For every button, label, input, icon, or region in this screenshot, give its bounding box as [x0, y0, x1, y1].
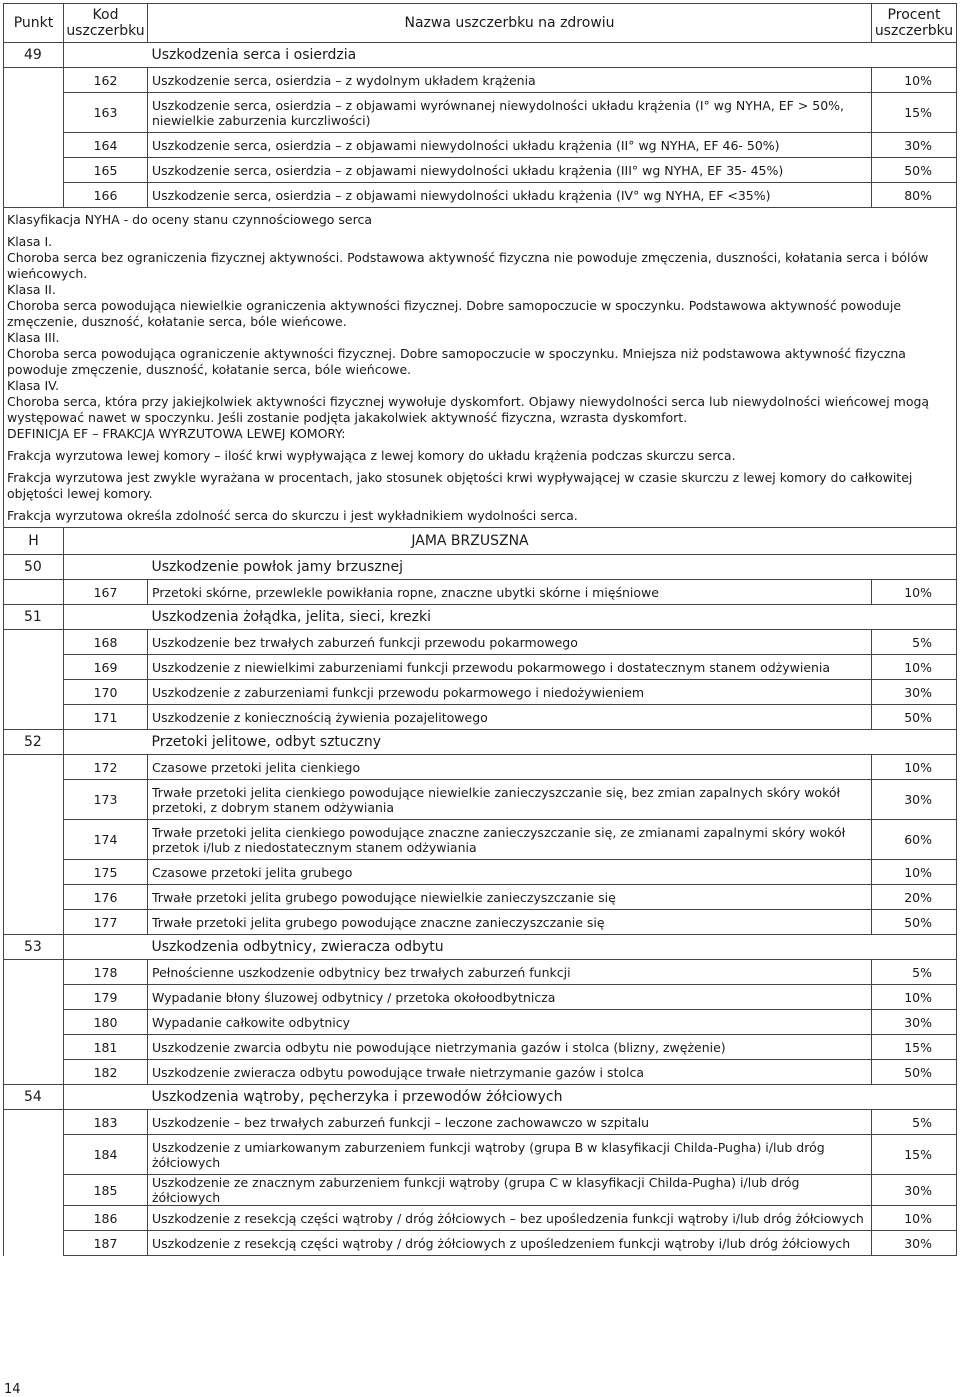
- kod-cell: 174: [64, 820, 148, 860]
- kod-cell: 163: [64, 93, 148, 133]
- injury-table: [3, 3, 957, 1256]
- klasa3-text: Choroba serca powodująca ograniczenie aktywności fizycznej. Dobre samopoczucie w spoczynku. Mniejsza niż podstawowa aktywność fizyczna powoduje zmęczenie, duszność, kołatanie serca, bóle wieńcowe.: [7, 346, 906, 377]
- procent-cell: 10%: [872, 1206, 957, 1231]
- chapter-row: [4, 528, 957, 555]
- section-title: Uszkodzenia żołądka, jelita, sieci, krezki: [148, 605, 957, 630]
- header-punkt: Punkt: [4, 4, 64, 43]
- section-header-row: [4, 555, 957, 580]
- section-title: Uszkodzenia serca i osierdzia: [148, 43, 957, 68]
- nazwa-cell: Uszkodzenie – bez trwałych zaburzeń funkcji – leczone zachowawczo w szpitalu: [148, 1110, 872, 1135]
- spacer-cell: [4, 68, 64, 93]
- chapter-title: JAMA BRZUSZNA: [64, 528, 957, 555]
- table-row: [4, 68, 957, 93]
- table-header-row: [4, 4, 957, 43]
- nyha-title: Klasyfikacja NYHA - do oceny stanu czynnościowego serca: [7, 212, 373, 227]
- table-row: [4, 133, 957, 158]
- spacer-cell: [4, 1060, 64, 1085]
- ef-paragraph-2: Frakcja wyrzutowa jest zwykle wyrażana w procentach, jako stosunek objętości krwi wypływającej w czasie skurczu z lewej komory do całkowitej objętości lewej komory.: [7, 470, 913, 501]
- nazwa-cell: Uszkodzenie z resekcją części wątroby / dróg żółciowych z upośledzeniem funkcji wątroby i/lub dróg żółciowych: [148, 1231, 872, 1256]
- section-punkt: 50: [4, 555, 64, 580]
- spacer-cell: [4, 183, 64, 208]
- procent-cell: 5%: [872, 960, 957, 985]
- table-row: [4, 820, 957, 860]
- kod-cell: 170: [64, 680, 148, 705]
- nazwa-cell: Wypadanie błony śluzowej odbytnicy / przetoka okołoodbytnicza: [148, 985, 872, 1010]
- procent-cell: 50%: [872, 1060, 957, 1085]
- section-header-row: [4, 935, 957, 960]
- procent-cell: 50%: [872, 705, 957, 730]
- kod-cell: 162: [64, 68, 148, 93]
- header-procent: Procent uszczerbku: [872, 4, 957, 43]
- nazwa-cell: Czasowe przetoki jelita cienkiego: [148, 755, 872, 780]
- table-row: [4, 1231, 957, 1256]
- spacer-cell: [64, 935, 148, 960]
- section-title: Uszkodzenia wątroby, pęcherzyka i przewodów żółciowych: [148, 1085, 957, 1110]
- spacer-cell: [4, 1231, 64, 1256]
- table-row: [4, 985, 957, 1010]
- nazwa-cell: Trwałe przetoki jelita grubego powodujące znaczne zanieczyszczanie się: [148, 910, 872, 935]
- kod-cell: 164: [64, 133, 148, 158]
- table-body-heart: [4, 43, 957, 208]
- table-row: [4, 860, 957, 885]
- nazwa-cell: Trwałe przetoki jelita grubego powodujące niewielkie zanieczyszczanie się: [148, 885, 872, 910]
- kod-cell: 172: [64, 755, 148, 780]
- kod-cell: 169: [64, 655, 148, 680]
- nazwa-cell: Uszkodzenie z umiarkowanym zaburzeniem funkcji wątroby (grupa B w klasyfikacji Childa-Pugha) i/lub dróg żółciowych: [148, 1135, 872, 1175]
- table-row: [4, 885, 957, 910]
- spacer-cell: [4, 1206, 64, 1231]
- spacer-cell: [64, 555, 148, 580]
- spacer-cell: [4, 960, 64, 985]
- procent-cell: 10%: [872, 860, 957, 885]
- kod-cell: 183: [64, 1110, 148, 1135]
- chapter-letter: H: [4, 528, 64, 555]
- section-header-row: [4, 605, 957, 630]
- section-header-row: [4, 43, 957, 68]
- procent-cell: 15%: [872, 93, 957, 133]
- nazwa-cell: Uszkodzenie serca, osierdzia – z wydolnym układem krążenia: [148, 68, 872, 93]
- table-row: [4, 93, 957, 133]
- procent-cell: 50%: [872, 158, 957, 183]
- procent-cell: 10%: [872, 755, 957, 780]
- spacer-cell: [4, 820, 64, 860]
- klasa1-label: Klasa I.: [7, 234, 53, 249]
- kod-cell: 175: [64, 860, 148, 885]
- ef-paragraph-3: Frakcja wyrzutowa określa zdolność serca do skurczu i jest wykładnikiem wydolności serca.: [7, 508, 578, 523]
- ef-paragraph-1: Frakcja wyrzutowa lewej komory – ilość krwi wypływająca z lewej komory do układu krążenia podczas skurczu serca.: [7, 448, 736, 463]
- kod-cell: 177: [64, 910, 148, 935]
- spacer-cell: [4, 885, 64, 910]
- nazwa-cell: Uszkodzenie zwarcia odbytu nie powodujące nietrzymania gazów i stolca (blizny, zwężenie): [148, 1035, 872, 1060]
- table-row: [4, 1135, 957, 1175]
- table-row: [4, 780, 957, 820]
- spacer-cell: [4, 705, 64, 730]
- nyha-ef-info: [4, 208, 957, 528]
- spacer-cell: [4, 985, 64, 1010]
- table-row: [4, 910, 957, 935]
- procent-cell: 5%: [872, 1110, 957, 1135]
- spacer-cell: [4, 860, 64, 885]
- klasa2-text: Choroba serca powodująca niewielkie ograniczenia aktywności fizycznej. Dobre samopoczucie w spoczynku. Podstawowa aktywność powoduje zmęczenie, duszność, kołatanie serca, bóle wieńcowe.: [7, 298, 902, 329]
- table-row: [4, 755, 957, 780]
- nazwa-cell: Trwałe przetoki jelita cienkiego powodujące znaczne zanieczyszczanie się, ze zmianami zapalnymi skóry wokół przetok i/lub z niedostatecznym stanem odżywiania: [148, 820, 872, 860]
- kod-cell: 166: [64, 183, 148, 208]
- nazwa-cell: Czasowe przetoki jelita grubego: [148, 860, 872, 885]
- spacer-cell: [4, 1010, 64, 1035]
- spacer-cell: [4, 630, 64, 655]
- nazwa-cell: Pełnościenne uszkodzenie odbytnicy bez trwałych zaburzeń funkcji: [148, 960, 872, 985]
- section-header-row: [4, 1085, 957, 1110]
- kod-cell: 173: [64, 780, 148, 820]
- procent-cell: 15%: [872, 1135, 957, 1175]
- table-body-abdomen: [4, 555, 957, 1256]
- spacer-cell: [4, 133, 64, 158]
- klasa4-label: Klasa IV.: [7, 378, 60, 393]
- klasa3-label: Klasa III.: [7, 330, 60, 345]
- kod-cell: 185: [64, 1175, 148, 1206]
- kod-cell: 180: [64, 1010, 148, 1035]
- kod-cell: 176: [64, 885, 148, 910]
- nazwa-cell: Trwałe przetoki jelita cienkiego powodujące niewielkie zanieczyszczanie się, bez zmian zapalnych skóry wokół przetoki, z dobrym stanem odżywiania: [148, 780, 872, 820]
- procent-cell: 30%: [872, 780, 957, 820]
- kod-cell: 181: [64, 1035, 148, 1060]
- procent-cell: 10%: [872, 68, 957, 93]
- section-punkt: 49: [4, 43, 64, 68]
- table-row: [4, 1035, 957, 1060]
- procent-cell: 80%: [872, 183, 957, 208]
- spacer-cell: [64, 730, 148, 755]
- kod-cell: 167: [64, 580, 148, 605]
- section-punkt: 52: [4, 730, 64, 755]
- procent-cell: 15%: [872, 1035, 957, 1060]
- table-row: [4, 580, 957, 605]
- header-kod: Kod uszczerbku: [64, 4, 148, 43]
- spacer-cell: [4, 93, 64, 133]
- table-row: [4, 960, 957, 985]
- table-row: [4, 1010, 957, 1035]
- nazwa-cell: Uszkodzenie bez trwałych zaburzeń funkcji przewodu pokarmowego: [148, 630, 872, 655]
- procent-cell: 60%: [872, 820, 957, 860]
- procent-cell: 50%: [872, 910, 957, 935]
- section-title: Przetoki jelitowe, odbyt sztuczny: [148, 730, 957, 755]
- nazwa-cell: Uszkodzenie serca, osierdzia – z objawami wyrównanej niewydolności układu krążenia (I° wg NYHA, EF > 50%, niewielkie zaburzenia kurczliwości): [148, 93, 872, 133]
- table-row: [4, 1110, 957, 1135]
- procent-cell: 20%: [872, 885, 957, 910]
- kod-cell: 184: [64, 1135, 148, 1175]
- section-punkt: 54: [4, 1085, 64, 1110]
- table-row: [4, 1175, 957, 1206]
- procent-cell: 30%: [872, 1175, 957, 1206]
- spacer-cell: [4, 1110, 64, 1135]
- nazwa-cell: Uszkodzenie serca, osierdzia – z objawami niewydolności układu krążenia (III° wg NYHA, EF 35- 45%): [148, 158, 872, 183]
- table-row: [4, 183, 957, 208]
- nazwa-cell: Uszkodzenie z koniecznością żywienia pozajelitowego: [148, 705, 872, 730]
- procent-cell: 10%: [872, 985, 957, 1010]
- procent-cell: 30%: [872, 680, 957, 705]
- klasa4-text: Choroba serca, która przy jakiejkolwiek aktywności fizycznej wywołuje dyskomfort. Objawy niewydolności serca lub niewydolności wieńcowej mogą występować nawet w spoczynku. Jeśli zostanie podjęta jakakolwiek aktywność fizyczna, wzrasta dyskomfort.: [7, 394, 930, 425]
- spacer-cell: [4, 910, 64, 935]
- spacer-cell: [4, 755, 64, 780]
- procent-cell: 10%: [872, 580, 957, 605]
- nazwa-cell: Uszkodzenie zwieracza odbytu powodujące trwałe nietrzymanie gazów i stolca: [148, 1060, 872, 1085]
- klasa1-text: Choroba serca bez ograniczenia fizycznej aktywności. Podstawowa aktywność fizyczna nie powoduje zmęczenia, duszności, kołatania serca i bólów wieńcowych.: [7, 250, 929, 281]
- kod-cell: 171: [64, 705, 148, 730]
- nazwa-cell: Przetoki skórne, przewlekle powikłania ropne, znaczne ubytki skórne i mięśniowe: [148, 580, 872, 605]
- spacer-cell: [4, 1135, 64, 1175]
- table-row: [4, 1206, 957, 1231]
- nazwa-cell: Uszkodzenie serca, osierdzia – z objawami niewydolności układu krążenia (II° wg NYHA, EF 46- 50%): [148, 133, 872, 158]
- table-row: [4, 1060, 957, 1085]
- spacer-cell: [4, 655, 64, 680]
- nazwa-cell: Uszkodzenie z niewielkimi zaburzeniami funkcji przewodu pokarmowego i dostatecznym stanem odżywienia: [148, 655, 872, 680]
- nazwa-cell: Uszkodzenie z zaburzeniami funkcji przewodu pokarmowego i niedożywieniem: [148, 680, 872, 705]
- spacer-cell: [4, 1175, 64, 1206]
- section-punkt: 51: [4, 605, 64, 630]
- kod-cell: 165: [64, 158, 148, 183]
- ef-title: DEFINICJA EF – FRAKCJA WYRZUTOWA LEWEJ KOMORY:: [7, 426, 346, 441]
- kod-cell: 186: [64, 1206, 148, 1231]
- section-title: Uszkodzenie powłok jamy brzusznej: [148, 555, 957, 580]
- document-page: [3, 3, 956, 1256]
- spacer-cell: [64, 605, 148, 630]
- spacer-cell: [4, 1035, 64, 1060]
- table-row: [4, 655, 957, 680]
- table-row: [4, 680, 957, 705]
- spacer-cell: [4, 680, 64, 705]
- nazwa-cell: Uszkodzenie serca, osierdzia – z objawami niewydolności układu krążenia (IV° wg NYHA, EF <35%): [148, 183, 872, 208]
- spacer-cell: [64, 43, 148, 68]
- section-header-row: [4, 730, 957, 755]
- header-nazwa: Nazwa uszczerbku na zdrowiu: [148, 4, 872, 43]
- procent-cell: 30%: [872, 1010, 957, 1035]
- procent-cell: 5%: [872, 630, 957, 655]
- info-block: [4, 208, 957, 555]
- page-number: 14: [4, 1382, 21, 1397]
- spacer-cell: [4, 780, 64, 820]
- kod-cell: 178: [64, 960, 148, 985]
- procent-cell: 30%: [872, 1231, 957, 1256]
- section-title: Uszkodzenia odbytnicy, zwieracza odbytu: [148, 935, 957, 960]
- nazwa-cell: Uszkodzenie ze znacznym zaburzeniem funkcji wątroby (grupa C w klasyfikacji Childa-Pugha) i/lub dróg żółciowych: [148, 1175, 872, 1206]
- klasa2-label: Klasa II.: [7, 282, 56, 297]
- spacer-cell: [4, 580, 64, 605]
- kod-cell: 187: [64, 1231, 148, 1256]
- kod-cell: 168: [64, 630, 148, 655]
- nazwa-cell: Uszkodzenie z resekcją części wątroby / dróg żółciowych – bez upośledzenia funkcji wątroby i/lub dróg żółciowych: [148, 1206, 872, 1231]
- nazwa-cell: Wypadanie całkowite odbytnicy: [148, 1010, 872, 1035]
- procent-cell: 30%: [872, 133, 957, 158]
- kod-cell: 182: [64, 1060, 148, 1085]
- table-row: [4, 705, 957, 730]
- procent-cell: 10%: [872, 655, 957, 680]
- spacer-cell: [64, 1085, 148, 1110]
- table-row: [4, 158, 957, 183]
- spacer-cell: [4, 158, 64, 183]
- kod-cell: 179: [64, 985, 148, 1010]
- section-punkt: 53: [4, 935, 64, 960]
- table-row: [4, 630, 957, 655]
